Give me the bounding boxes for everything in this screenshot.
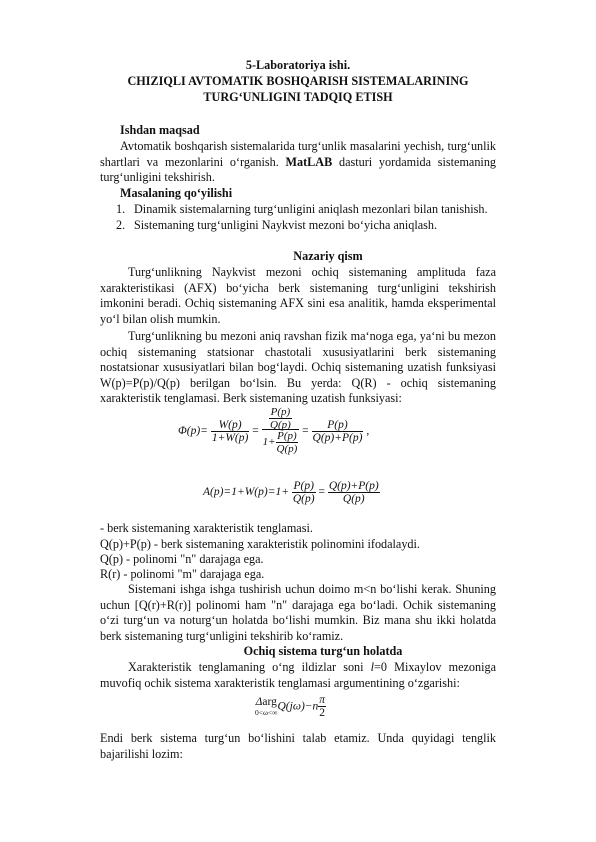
theory-paragraph-3: Sistemani ishga ishga tushirish uchun doimo m<n bo‘lishi kerak. Shuning uchun [Q(r)+R(r)] polinomi ham "n" darajaga ega bo‘ladi. Ochik sistemaning o‘zi turg‘un va noturg‘un holatda bo‘lishi mumkin. Biz mana shu ikki holatda berk sistemaning turg‘unligini tekshirib ko‘ramiz. (100, 582, 496, 643)
goal-bold-word: MatLAB (285, 154, 333, 169)
theory-heading: Nazariy qism (293, 249, 363, 263)
definition-3: Q(p) - polinomi "n" darajaga ega. (100, 552, 264, 566)
formula-argument-change: Δarg 0<ω<∞ Q(jω)−n $\frac{\pi}{2}$ (255, 694, 326, 719)
final-paragraph: Endi berk sistema turg‘un bo‘lishini talab etamiz. Unda quyidagi tenglik bajarilishi lozim: (100, 731, 496, 761)
title-line-1: CHIZIQLI AVTOMATIK BOSHQARISH SISTEMALARINING (127, 74, 469, 88)
lab-number: 5-Laboratoriya ishi. (245, 58, 351, 72)
formula-closed-loop-transfer: Φ(p)= $\frac{W(p)}{1+W(p)}$ = $\frac{P(p)}{Q(p)}$ 1+ $\frac{P(p)}{Q(p)}$ = $\frac{P(p)}{Q(p)+P(p)}$ , (178, 406, 370, 455)
definition-2: Q(p)+P(p) - berk sistemaning xarakteristik polinomini ifodalaydi. (100, 537, 420, 551)
formula-characteristic: A(p)=1+W(p)=1+ $\frac{P(p)}{Q(p)}$ = $\frac{Q(p)+P(p)}{Q(p)}$ (203, 480, 379, 505)
goal-paragraph (100, 139, 496, 186)
title-line-2: TURG‘UNLIGINI TADQIQ ETISH (203, 90, 393, 104)
definition-4: R(r) - polinomi "m" darajaga ega. (100, 567, 265, 581)
goal-heading: Ishdan maqsad (120, 123, 200, 137)
task-item: 2. Sistemaning turg‘unligini Naykvist mezoni bo‘yicha aniqlash. (116, 217, 438, 232)
section-paragraph: Xarakteristik tenglamaning o‘ng ildizlar soni l=0 Mixaylov mezoniga muvofiq ochik sistema xarakteristik tenglamasi argumentining o‘zgarishi: (100, 660, 496, 690)
definition-1: - berk sistemaning xarakteristik tenglamasi. (100, 521, 313, 535)
task-list (116, 202, 496, 233)
goal-text-before: Avtomatik boshqarish sistemalarida turg‘unlik masalarini yechish, turg‘unlik shartlari va mezonlarini o‘rganish. (100, 139, 496, 169)
task-item: 1. Dinamik sistemalarning turg‘unligini aniqlash mezonlari bilan tanishish. (116, 202, 488, 216)
theory-paragraph-2: Turg‘unlikning bu mezoni aniq ravshan fizik ma‘noga ega, ya‘ni bu mezon ochiq sistemaning statsionar chastotali xususiyatlarini berk sistemaning nostatsionar xususiyatlari bilan bog‘laydi. Ochiq sistemaning uzatish funksiyasi W(p)=P(p)/Q(p) berilgan bo‘lsin. Bu yerda: Q(R) - ochiq sistemaning xarakteristik tenglamasi. Berk sistemaning uzatish funksiyasi: (100, 329, 496, 405)
section-heading-open-stable: Ochiq sistema turg‘un holatda (243, 644, 403, 658)
goal-text-after: dasturi yordamida sistemaning turg‘unligini tekshirish. (100, 154, 497, 184)
task-heading: Masalaning qo‘yilishi (120, 186, 233, 200)
theory-paragraph-1: Turg‘unlikning Naykvist mezoni ochiq sistemaning amplituda faza xarakteristikasi (AFX) bo‘yicha berk sistemaning turg‘unligini tekshirish imkonini beradi. Ochiq sistemaning AFX sini esa analitik, hamda eksperimental yo‘l bilan olish mumkin. (100, 265, 496, 326)
